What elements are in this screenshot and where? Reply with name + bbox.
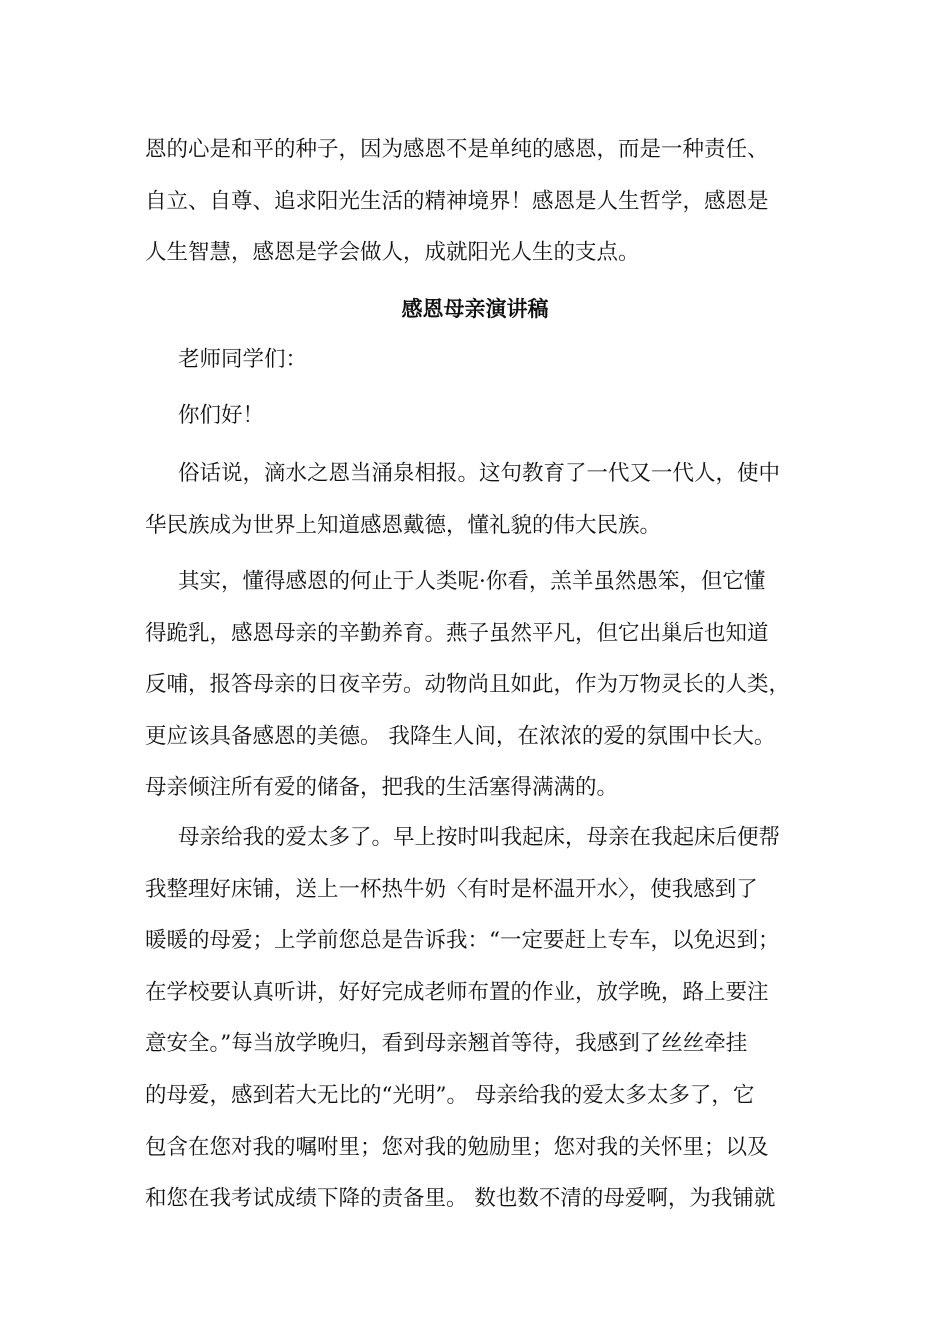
intro-line: 人生智慧，感恩是学会做人，成就阳光人生的支点。	[145, 240, 640, 266]
paragraph-line: 意安全。”每当放学晚归，看到母亲翘首等待，我感到了丝丝牵挂	[145, 1031, 748, 1057]
paragraph-1	[145, 448, 810, 551]
greeting-paragraph	[145, 334, 810, 386]
intro-line: 自立、自尊、追求阳光生活的精神境界！感恩是人生哲学，感恩是	[145, 188, 769, 214]
paragraph-line: 母亲给我的爱太多了。早上按时叫我起床，母亲在我起床后便帮	[178, 825, 781, 850]
paragraph-line: 华民族成为世界上知道感恩戴德，懂礼貌的伟大民族。	[145, 512, 662, 538]
paragraph-line: 母亲倾注所有爱的储备，把我的生活塞得满满的。	[145, 775, 619, 801]
paragraph-line: 包含在您对我的嘱咐里；您对我的勉励里；您对我的关怀里；以及	[145, 1134, 769, 1160]
paragraph-line: 和您在我考试成绩下降的责备里。 数也数不清的母爱啊，为我铺就	[145, 1186, 776, 1212]
hello-paragraph	[145, 390, 810, 442]
hello-line: 你们好！	[178, 403, 265, 428]
paragraph-line: 更应该具备感恩的美德。 我降生人间，在浓浓的爱的氛围中长大。	[145, 723, 776, 749]
paragraph-line: 暖暖的母爱；上学前您总是告诉我：“一定要赶上专车，以免迟到；	[145, 928, 780, 954]
paragraph-line: 我整理好床铺，送上一杯热牛奶〈有时是杯温开水〉，使我感到了	[145, 876, 758, 902]
speech-title: 感恩母亲演讲稿	[401, 297, 549, 321]
greeting-line: 老师同学们：	[178, 347, 308, 372]
paragraph-line: 反哺，报答母亲的日夜辛劳。动物尚且如此，作为万物灵长的人类，	[145, 672, 791, 698]
paragraph-line: 俗话说，滴水之恩当涌泉相报。这句教育了一代又一代人，使中	[178, 461, 781, 486]
paragraph-line: 其实，懂得感恩的何止于人类呢·你看，羔羊虽然愚笨，但它懂	[178, 569, 766, 594]
intro-paragraph	[145, 124, 810, 279]
intro-line: 恩的心是和平的种子，因为感恩不是单纯的感恩，而是一种责任、	[145, 137, 769, 162]
paragraph-2	[145, 556, 810, 814]
paragraph-line: 得跪乳，感恩母亲的辛勤养育。燕子虽然平凡，但它出巢后也知道	[145, 620, 769, 646]
paragraph-line: 的母爱，感到若大无比的“光明”。 母亲给我的爱太多太多了，它	[145, 1082, 755, 1108]
paragraph-3	[145, 812, 810, 1225]
paragraph-line: 在学校要认真听讲，好好完成老师布置的作业，放学晚，路上要注	[145, 979, 769, 1005]
